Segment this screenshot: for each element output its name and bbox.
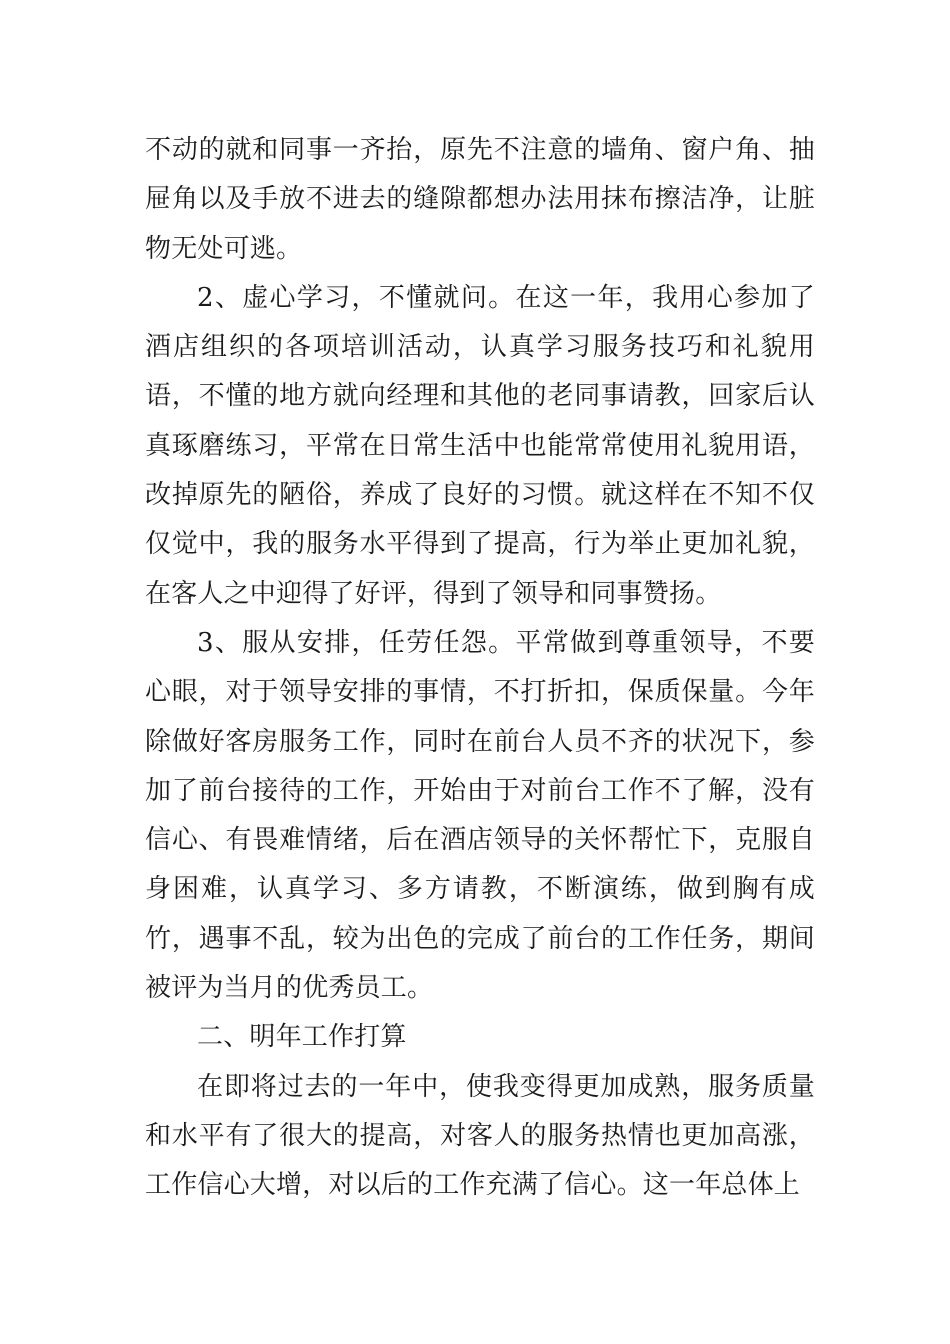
- paragraph-learning: 2、虚心学习，不懂就问。在这一年，我用心参加了酒店组织的各项培训活动，认真学习服务技巧和礼貌用语，不懂的地方就向经理和其他的老同事请教，回家后认真琢磨练习，平常在日常生活中也能常常使用礼貌用语，改掉原先的陋俗，养成了良好的习惯。就这样在不知不仅仅觉中，我的服务水平得到了提高，行为举止更加礼貌，在客人之中迎得了好评，得到了领导和同事赞扬。: [145, 282, 815, 609]
- paragraph-summary: 在即将过去的一年中，使我变得更加成熟，服务质量和水平有了很大的提高，对客人的服务热情也更加高涨，工作信心大增，对以后的工作充满了信心。这一年总体上: [145, 1071, 815, 1201]
- paragraph-obedience: 3、服从安排，任劳任怨。平常做到尊重领导，不要心眼，对于领导安排的事情，不打折扣，保质保量。今年除做好客房服务工作，同时在前台人员不齐的状况下，参加了前台接待的工作，开始由于对前台工作不了解，没有信心、有畏难情绪，后在酒店领导的关怀帮忙下，克服自身困难，认真学习、多方请教，不断演练，做到胸有成竹，遇事不乱，较为出色的完成了前台的工作任务，期间被评为当月的优秀员工。: [145, 627, 815, 1004]
- document-body: [145, 126, 815, 1211]
- paragraph-continuation: 不动的就和同事一齐抬，原先不注意的墙角、窗户角、抽屉角以及手放不进去的缝隙都想办法用抹布擦洁净，让脏物无处可逃。: [145, 135, 815, 264]
- section-heading-next-year-plan: 二、明年工作打算: [197, 1022, 407, 1053]
